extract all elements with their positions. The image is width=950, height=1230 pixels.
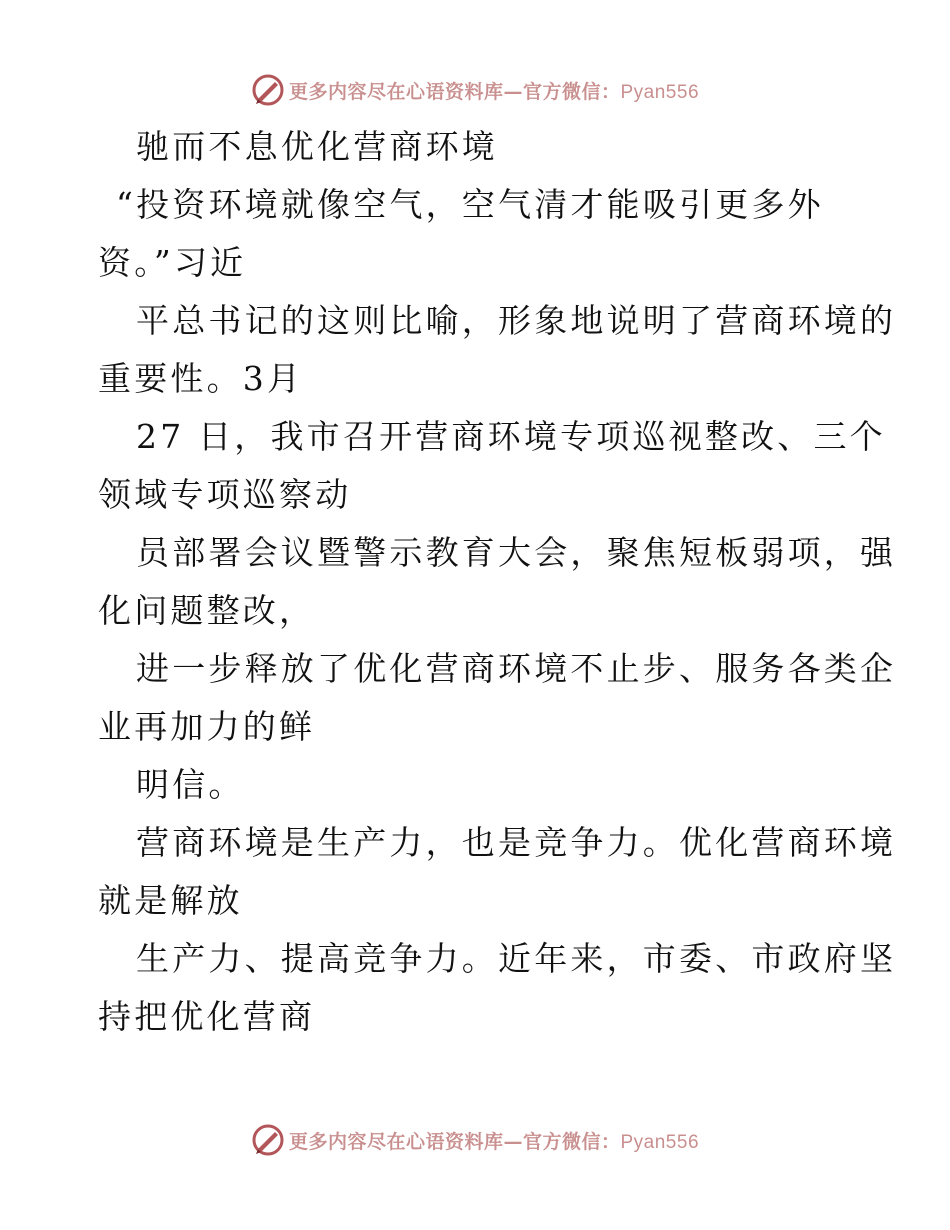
paragraph-line: 进一步释放了优化营商环境不止步、服务各类企 [136, 649, 897, 688]
paragraph-line: 平总书记的这则比喻，形象地说明了营商环境的 [136, 301, 897, 340]
footer-watermark [0, 1120, 950, 1160]
paragraph-line: 27 日，我市召开营商环境专项巡视整改、三个 [136, 417, 886, 456]
paragraph-line: 领域专项巡察动 [98, 475, 352, 514]
pen-logo-icon [251, 73, 285, 107]
paragraph-line: 重要性。3月 [98, 359, 304, 398]
paragraph-line: 生产力、提高竞争力。近年来，市委、市政府坚 [136, 939, 897, 978]
paragraph-line: “投资环境就像空气，空气清才能吸引更多外 [116, 185, 824, 224]
header-watermark [0, 70, 950, 110]
paragraph-line: 明信。 [136, 765, 245, 804]
paragraph-line: 化问题整改， [98, 591, 316, 630]
paragraph-line: 资。”习近 [98, 243, 247, 282]
watermark-text: 更多内容尽在心语资料库—官方微信：Pyan556 [288, 1130, 700, 1153]
document-title: 驰而不息优化营商环境 [136, 127, 498, 166]
paragraph-line: 员部署会议暨警示教育大会，聚焦短板弱项，强 [136, 533, 897, 572]
pen-logo-icon [251, 1123, 285, 1157]
paragraph-line: 就是解放 [98, 881, 243, 920]
watermark-text: 更多内容尽在心语资料库—官方微信：Pyan556 [288, 80, 700, 103]
paragraph-line: 营商环境是生产力，也是竞争力。优化营商环境 [136, 823, 897, 862]
paragraph-line: 业再加力的鲜 [98, 707, 316, 746]
paragraph-line: 持把优化营商 [98, 997, 316, 1036]
document-body [98, 118, 897, 1046]
